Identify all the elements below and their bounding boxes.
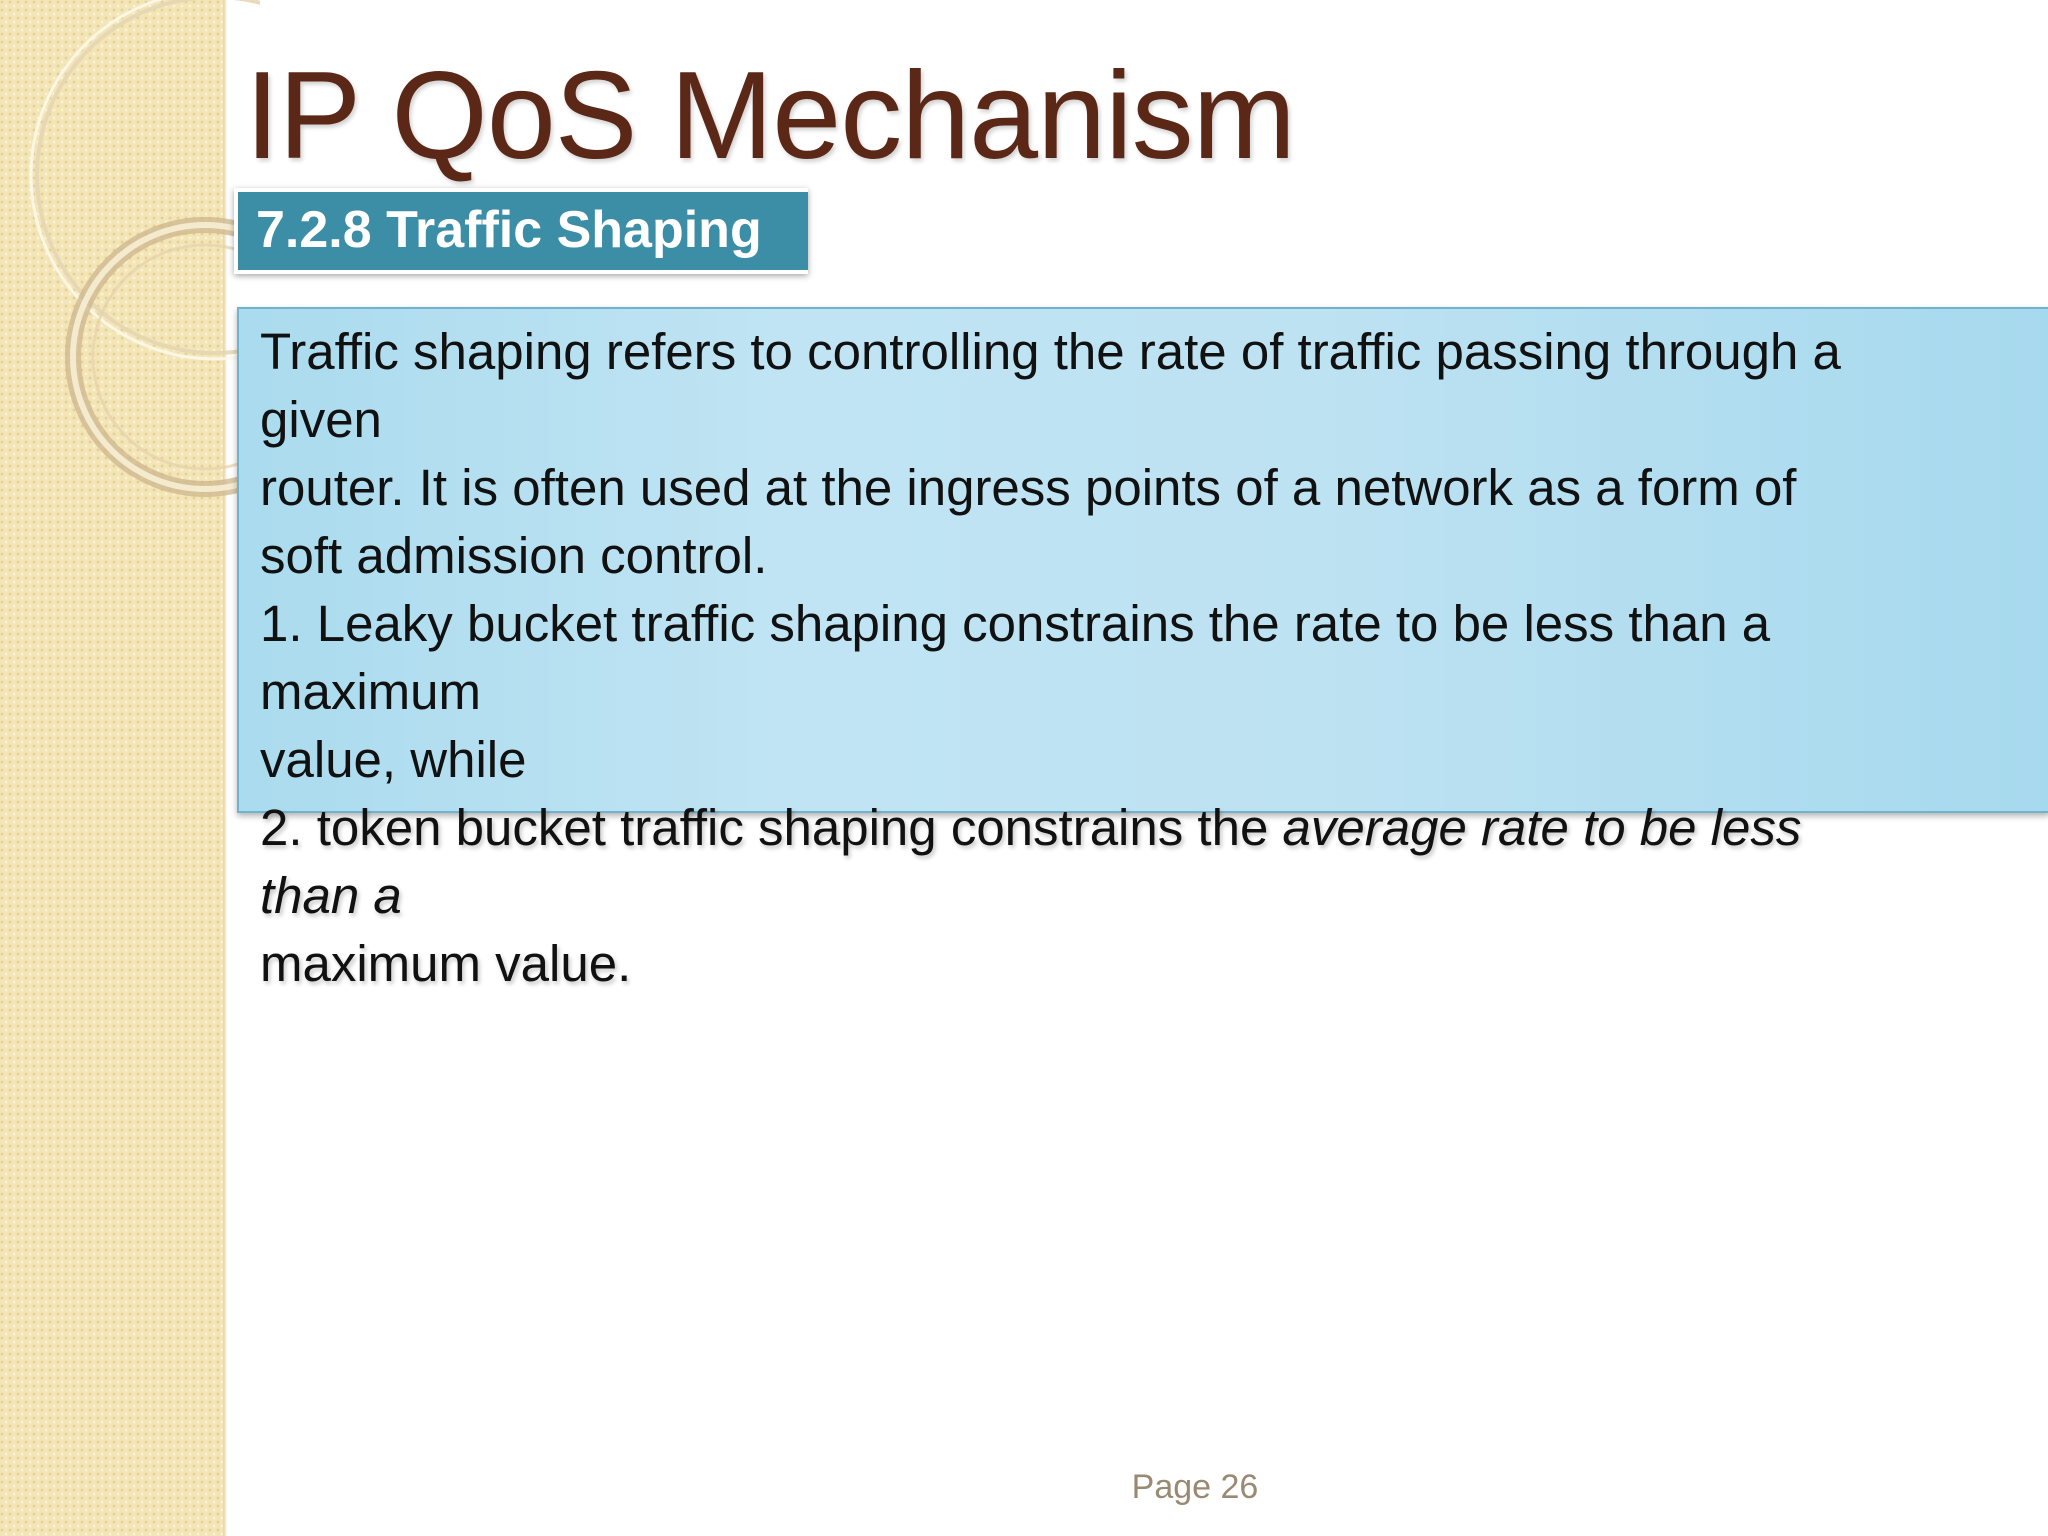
page-number: Page 26: [1131, 1468, 1259, 1506]
body-line: [260, 794, 2048, 862]
body-line: router. It is often used at the ingress points of a network as a form of: [260, 459, 1797, 516]
body-text-normal: 2. token bucket traffic shaping constrains the: [260, 799, 1283, 856]
body-line: maximum value.: [260, 935, 632, 992]
body-line: Traffic shaping refers to controlling the rate of traffic passing through a: [260, 323, 1841, 380]
section-label: [234, 188, 808, 274]
body-line: value, while: [260, 731, 527, 788]
body-line: maximum: [260, 663, 482, 720]
body-text: [260, 318, 2048, 998]
body-line: given: [260, 391, 382, 448]
body-line: soft admission control.: [260, 527, 768, 584]
slide-title: IP QoS Mechanism: [245, 47, 1295, 185]
decorative-rings: [0, 0, 260, 520]
body-text-italic: average rate to be less: [1282, 799, 1802, 856]
section-label-text: 7.2.8 Traffic Shaping: [238, 192, 808, 270]
body-line: 1. Leaky bucket traffic shaping constrains the rate to be less than a: [260, 595, 1771, 652]
body-line: than a: [260, 867, 402, 924]
